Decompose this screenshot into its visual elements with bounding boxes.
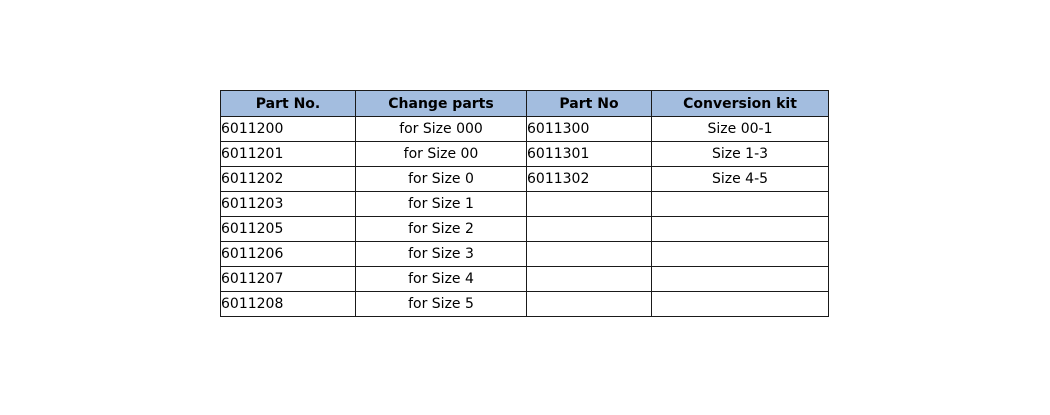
table-row	[221, 242, 829, 267]
change-parts-cell: for Size 0	[356, 167, 527, 192]
kit-part-no-cell	[527, 217, 652, 242]
part-no-cell: 6011203	[221, 192, 356, 217]
part-no-cell: 6011207	[221, 267, 356, 292]
table-header-row	[221, 91, 829, 117]
kit-part-no-cell: 6011302	[527, 167, 652, 192]
conversion-kit-cell	[652, 242, 829, 267]
change-parts-cell: for Size 2	[356, 217, 527, 242]
table-row	[221, 117, 829, 142]
change-parts-cell: for Size 000	[356, 117, 527, 142]
part-no-cell: 6011202	[221, 167, 356, 192]
parts-table	[220, 90, 829, 317]
header-part-no: Part No.	[221, 91, 356, 117]
kit-part-no-cell	[527, 242, 652, 267]
table-row	[221, 167, 829, 192]
header-change-parts: Change parts	[356, 91, 527, 117]
conversion-kit-cell: Size 1-3	[652, 142, 829, 167]
conversion-kit-cell	[652, 267, 829, 292]
change-parts-cell: for Size 1	[356, 192, 527, 217]
conversion-kit-cell: Size 4-5	[652, 167, 829, 192]
part-no-cell: 6011208	[221, 292, 356, 317]
conversion-kit-cell: Size 00-1	[652, 117, 829, 142]
change-parts-cell: for Size 4	[356, 267, 527, 292]
change-parts-cell: for Size 5	[356, 292, 527, 317]
change-parts-cell: for Size 00	[356, 142, 527, 167]
part-no-cell: 6011205	[221, 217, 356, 242]
kit-part-no-cell	[527, 192, 652, 217]
table-row	[221, 267, 829, 292]
table-row	[221, 192, 829, 217]
conversion-kit-cell	[652, 292, 829, 317]
table-row	[221, 217, 829, 242]
part-no-cell: 6011206	[221, 242, 356, 267]
table-row	[221, 142, 829, 167]
kit-part-no-cell: 6011301	[527, 142, 652, 167]
kit-part-no-cell: 6011300	[527, 117, 652, 142]
kit-part-no-cell	[527, 292, 652, 317]
conversion-kit-cell	[652, 217, 829, 242]
table-row	[221, 292, 829, 317]
part-no-cell: 6011200	[221, 117, 356, 142]
part-no-cell: 6011201	[221, 142, 356, 167]
conversion-kit-cell	[652, 192, 829, 217]
change-parts-cell: for Size 3	[356, 242, 527, 267]
header-conversion-kit: Conversion kit	[652, 91, 829, 117]
header-part-no-kit: Part No	[527, 91, 652, 117]
kit-part-no-cell	[527, 267, 652, 292]
